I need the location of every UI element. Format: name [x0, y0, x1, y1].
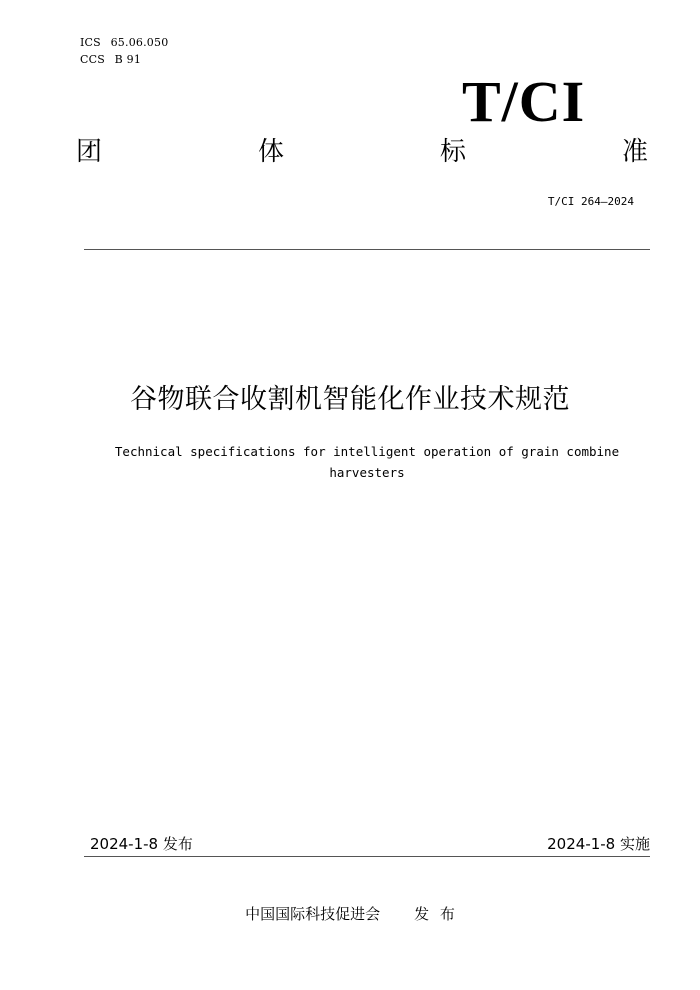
ccs-code: B 91	[114, 53, 142, 66]
doc-type-char: 标	[439, 137, 466, 167]
ccs-row	[80, 51, 168, 68]
standard-logo: T/CI	[462, 69, 586, 134]
document-type	[76, 132, 648, 172]
standard-number: T/CI 264—2024	[547, 195, 634, 208]
publisher-name: 中国国际科技促进会	[245, 905, 381, 923]
publisher-line	[0, 903, 700, 925]
issue-date: 2024-1-8 发布	[90, 835, 193, 853]
english-title-line-1: Technical specifications for intelligent operation of grain combine	[114, 444, 620, 459]
chinese-title: 谷物联合收割机智能化作业技术规范	[130, 384, 570, 415]
ccs-label: CCS	[80, 53, 105, 66]
ics-code: 65.06.050	[110, 36, 169, 49]
english-title-line-2: harvesters	[329, 465, 405, 480]
publish-action: 发 布	[414, 905, 455, 923]
classification-codes	[80, 34, 168, 68]
doc-type-char: 准	[621, 137, 648, 167]
bottom-divider	[84, 856, 650, 857]
top-divider	[84, 249, 650, 250]
ics-row	[80, 34, 168, 51]
doc-type-char: 体	[257, 137, 284, 167]
ics-label: ICS	[80, 36, 101, 49]
implementation-date: 2024-1-8 实施	[547, 835, 650, 853]
doc-type-char: 团	[76, 137, 103, 167]
english-title	[84, 441, 650, 483]
